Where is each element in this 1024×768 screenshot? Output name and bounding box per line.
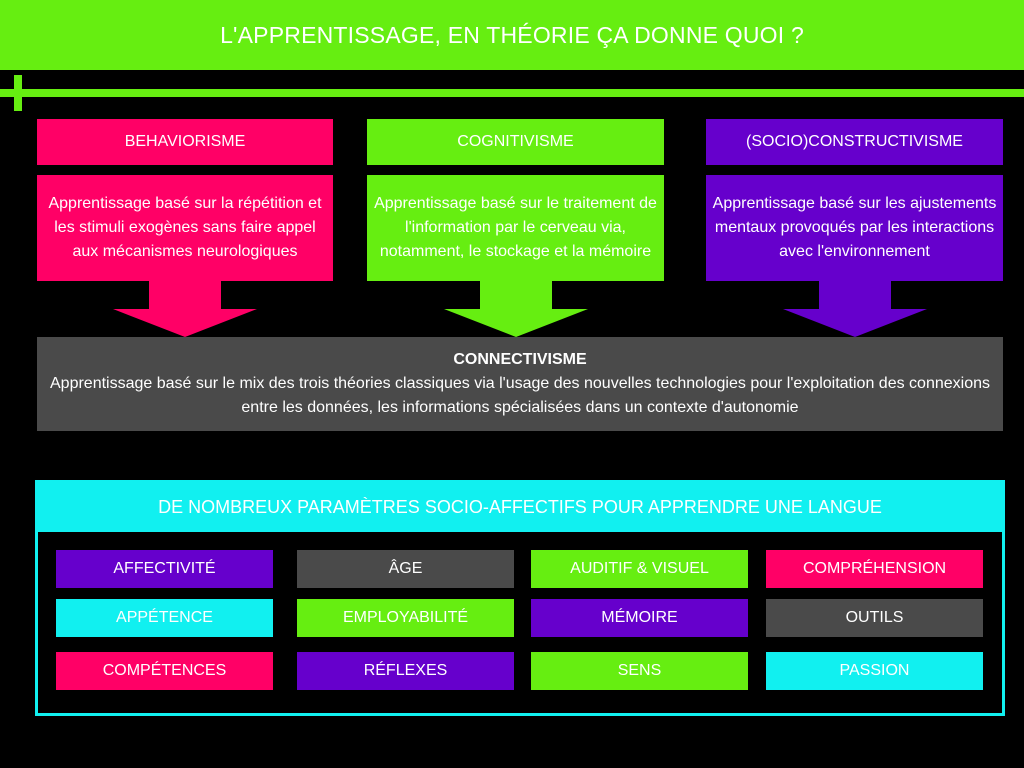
arrow-down-icon	[444, 281, 588, 337]
decorative-vertical-line	[14, 75, 22, 111]
parameter-tile: AFFECTIVITÉ	[56, 550, 273, 588]
parameters-title: DE NOMBREUX PARAMÈTRES SOCIO-AFFECTIFS POUR APPRENDRE UNE LANGUE	[38, 483, 1002, 532]
parameter-tile: MÉMOIRE	[531, 599, 748, 637]
theory-heading-socioconstructivisme: (SOCIO)CONSTRUCTIVISME	[706, 119, 1003, 165]
parameter-tile: RÉFLEXES	[297, 652, 514, 690]
connectivism-box	[37, 337, 1003, 431]
title-bar	[0, 0, 1024, 70]
theory-description-socioconstructivisme: Apprentissage basé sur les ajustements mentaux provoqués par les interactions avec l'environnement	[706, 175, 1003, 281]
connectivism-title: CONNECTIVISME	[453, 351, 587, 368]
decorative-horizontal-line	[0, 89, 1024, 97]
parameter-tile: COMPÉTENCES	[56, 652, 273, 690]
page-title: L'APPRENTISSAGE, EN THÉORIE ÇA DONNE QUOI ?	[220, 21, 804, 48]
theory-description-cognitivisme: Apprentissage basé sur le traitement de l'information par le cerveau via, notamment, le stockage et la mémoire	[367, 175, 664, 281]
parameter-tile: PASSION	[766, 652, 983, 690]
parameter-tile: OUTILS	[766, 599, 983, 637]
parameter-tile: APPÉTENCE	[56, 599, 273, 637]
parameter-tile: COMPRÉHENSION	[766, 550, 983, 588]
theory-heading-cognitivisme: COGNITIVISME	[367, 119, 664, 165]
connectivism-description: Apprentissage basé sur le mix des trois théories classiques via l'usage des nouvelles technologies pour l'exploitation des connexions entre les données, les informations spécialisées dans un contexte d'autonomie	[50, 375, 990, 416]
parameter-tile: SENS	[531, 652, 748, 690]
theory-description-behaviorisme: Apprentissage basé sur la répétition et les stimuli exogènes sans faire appel aux mécanismes neurologiques	[37, 175, 333, 281]
arrow-down-icon	[783, 281, 927, 337]
theory-heading-behaviorisme: BEHAVIORISME	[37, 119, 333, 165]
parameter-tile: EMPLOYABILITÉ	[297, 599, 514, 637]
parameter-tile: ÂGE	[297, 550, 514, 588]
arrow-down-icon	[113, 281, 257, 337]
parameter-tile: AUDITIF & VISUEL	[531, 550, 748, 588]
